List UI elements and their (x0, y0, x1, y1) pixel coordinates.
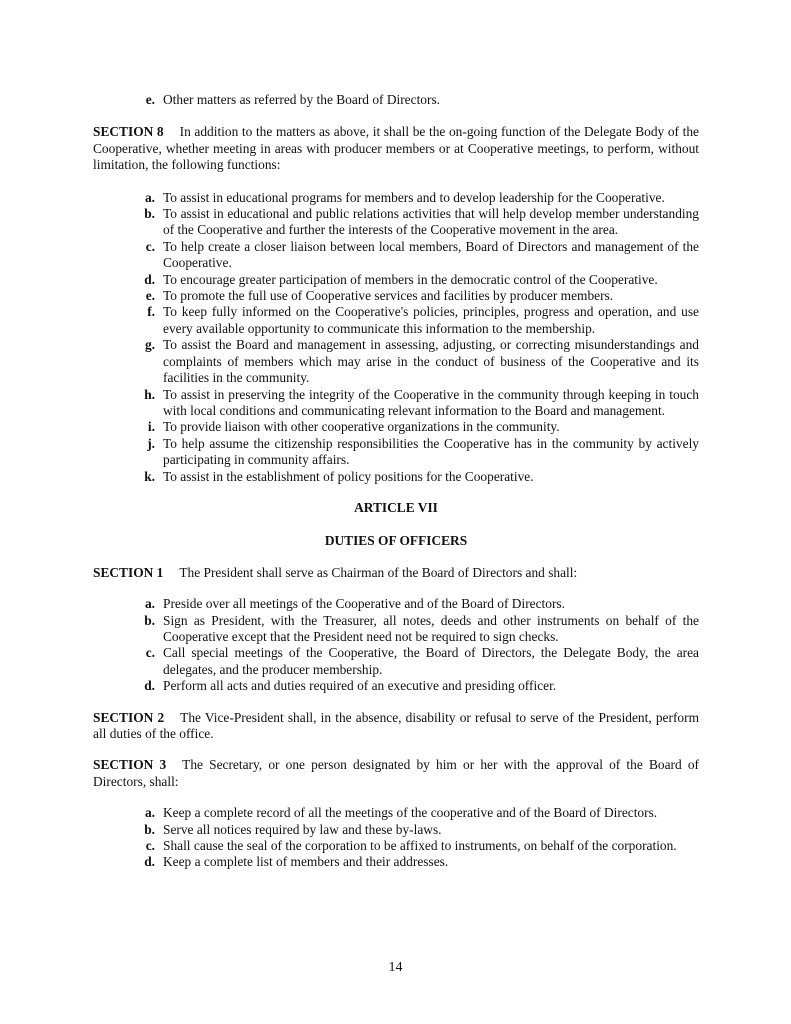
item-text: To promote the full use of Cooperative services and facilities by producer members. (163, 288, 614, 304)
item-label: c. (145, 838, 155, 854)
list-item (93, 206, 699, 239)
item-text: Preside over all meetings of the Cooperative and of the Board of Directors. (163, 596, 565, 612)
document-page (93, 92, 699, 871)
section-2-label: SECTION 2 (93, 709, 165, 725)
item-label: j. (147, 435, 155, 451)
item-label: b. (144, 206, 155, 222)
section-8-paragraph (93, 124, 699, 173)
item-label: b. (144, 612, 155, 628)
item-label: b. (144, 821, 155, 837)
item-text: To assist in educational programs for members and to develop leadership for the Cooperative. (163, 189, 665, 205)
item-text: To keep fully informed on the Cooperative's policies, principles, progress and operation, and use every available opportunity to communicate this information to the membership. (163, 304, 699, 336)
list-item (93, 304, 699, 337)
list-item (93, 838, 699, 854)
item-text: To help create a closer liaison between local members, Board of Directors and management of the Cooperative. (163, 238, 699, 271)
list-item (93, 190, 699, 206)
list-item (93, 678, 699, 694)
list-item (93, 613, 699, 646)
item-label: a. (144, 189, 155, 205)
list-item (93, 92, 699, 108)
list-item (93, 272, 699, 288)
section-2-text: The Vice-President shall, in the absence, disability or refusal to serve of the President, perform all duties of the office. (93, 709, 699, 741)
item-label: a. (144, 596, 155, 612)
item-text: Call special meetings of the Cooperative, the Board of Directors, the Delegate Body, the area delegates, and the producer membership. (163, 645, 699, 677)
section-3-text: The Secretary, or one person designated by him or her with the approval of the Board of Directors, shall: (93, 757, 699, 789)
section-1-list (93, 596, 699, 694)
list-item (93, 387, 699, 420)
list-item (93, 436, 699, 469)
list-item (93, 805, 699, 821)
page-number: 14 (388, 960, 403, 975)
item-text: To assist in educational and public relations activities that will help develop member understanding of the Cooperative and further the interests of the Cooperative movement in the area. (163, 206, 699, 238)
item-label: a. (144, 805, 155, 821)
item-label: c. (145, 645, 155, 661)
list-item (93, 645, 699, 678)
section-3-label: SECTION 3 (93, 757, 167, 773)
item-label: d. (144, 854, 155, 870)
article-title: ARTICLE VII (354, 499, 438, 515)
section-3-paragraph (93, 757, 699, 790)
item-label: c. (145, 238, 155, 254)
section-3-list (93, 805, 699, 871)
section-1-text: The President shall serve as Chairman of the Board of Directors and shall: (179, 564, 578, 580)
section-2-paragraph (93, 710, 699, 743)
item-text: Keep a complete record of all the meetings of the cooperative and of the Board of Directors. (163, 805, 658, 821)
item-label: h. (144, 386, 155, 402)
item-label: g. (144, 337, 155, 353)
list-item (93, 337, 699, 386)
item-label: i. (147, 419, 155, 435)
list-item (93, 288, 699, 304)
item-text: To encourage greater participation of members in the democratic control of the Cooperative. (163, 271, 658, 287)
list-item (93, 596, 699, 612)
item-text: To assist in the establishment of policy positions for the Cooperative. (163, 468, 534, 484)
item-text: Other matters as referred by the Board of Directors. (163, 92, 440, 107)
item-text: To assist in preserving the integrity of the Cooperative in the community through keeping in touch with local conditions and communicating relevant information to the Board and management. (163, 386, 699, 418)
article-subtitle: DUTIES OF OFFICERS (324, 533, 468, 549)
item-label: k. (144, 468, 155, 484)
item-label: e. (145, 288, 155, 304)
item-text: Serve all notices required by law and these by-laws. (163, 821, 442, 837)
section-1-paragraph (93, 565, 699, 581)
item-text: Sign as President, with the Treasurer, all notes, deeds and other instruments on behalf of the Cooperative except that the President need not be required to sign checks. (163, 612, 699, 644)
item-label: d. (144, 271, 155, 287)
section-8-list (93, 190, 699, 485)
list-item (93, 469, 699, 485)
list-item (93, 419, 699, 435)
item-text: To provide liaison with other cooperative organizations in the community. (163, 419, 560, 435)
item-text: Keep a complete list of members and their addresses. (163, 854, 449, 870)
list-item (93, 854, 699, 870)
item-text: Shall cause the seal of the corporation to be affixed to instruments, on behalf of the corporation. (163, 838, 677, 854)
item-text: To assist the Board and management in assessing, adjusting, or correcting misunderstandings and complaints of members which may arise in the conduct of business of the Cooperative and its facilities in the community. (163, 337, 699, 386)
list-item (93, 239, 699, 272)
section-8-text: In addition to the matters as above, it shall be the on-going function of the Delegate Body of the Cooperative, whether meeting in areas with producer members or at Cooperative meetings, to perform, without limitation, the following functions: (93, 124, 699, 173)
item-text: To help assume the citizenship responsibilities the Cooperative has in the community by actively participating in community affairs. (163, 435, 699, 468)
item-label: e. (145, 92, 155, 107)
item-label: f. (147, 304, 155, 320)
item-text: Perform all acts and duties required of an executive and presiding officer. (163, 678, 557, 694)
section-8-label: SECTION 8 (93, 124, 164, 140)
item-label: d. (144, 678, 155, 694)
list-item (93, 822, 699, 838)
section-1-label: SECTION 1 (93, 564, 164, 580)
